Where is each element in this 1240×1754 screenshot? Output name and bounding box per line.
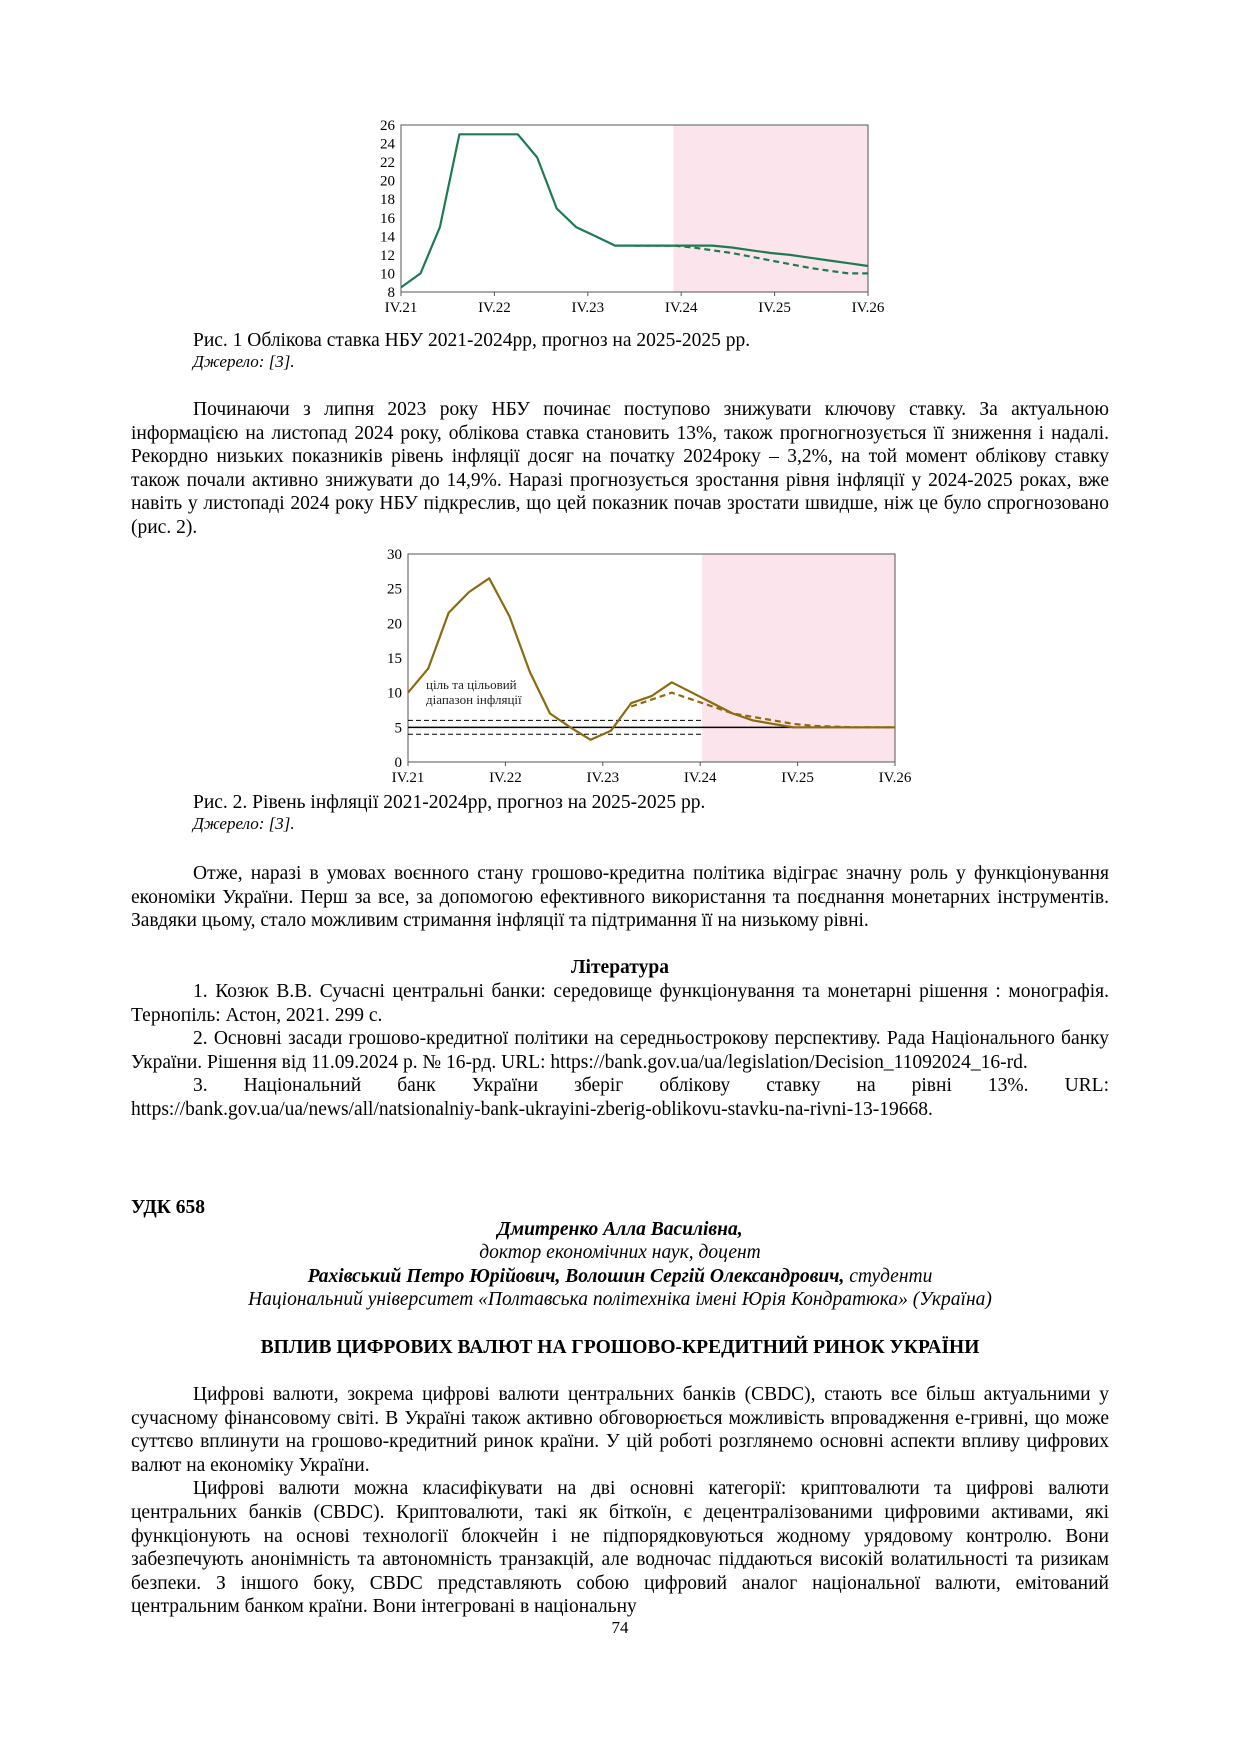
y-tick-label: 20 bbox=[380, 173, 395, 190]
y-tick-label: 18 bbox=[380, 192, 395, 209]
y-tick-label: 8 bbox=[387, 285, 395, 301]
x-tick-label: IV.26 bbox=[851, 300, 885, 316]
x-tick-label: IV.25 bbox=[781, 770, 814, 786]
figure1-chart bbox=[380, 116, 890, 328]
affiliation: Національний університет «Полтавська політехніка імені Юрія Кондратюка» (Україна) bbox=[248, 1289, 992, 1310]
y-tick-label: 15 bbox=[387, 651, 402, 667]
y-tick-label: 26 bbox=[380, 118, 395, 134]
author1-name: Дмитренко Алла Василівна, bbox=[497, 1219, 743, 1240]
article-body bbox=[131, 1383, 1109, 1619]
authors2-names: Рахівський Петро Юрійович, Волошин Сергій Олександрович, bbox=[307, 1266, 845, 1287]
literature-item: 3. Національний банк України зберіг облікову ставку на рівні 13%. URL: https://bank.gov.ua/ua/news/all/natsionalniy-bank-ukrayini-zberig-oblikovu-stavku-na-rivni-13-19668. bbox=[131, 1075, 1109, 1120]
y-tick-label: 10 bbox=[387, 685, 402, 702]
authors2-line bbox=[131, 1266, 1109, 1288]
y-tick-label: 14 bbox=[380, 229, 395, 246]
udk-code: УДК 658 bbox=[131, 1197, 206, 1218]
article-paragraph: Цифрові валюти можна класифікувати на дві основні категорії: криптовалюти та цифрові валюти центральних банків (CBDC). Криптовалюти, такі як біткоїн, є децентралізованими цифровими активами, які функціонують на основі технології блокчейн і не підпорядковуються жодному урядовому контролю. Вони забезпечують анонімність та автономність транзакцій, але водночас піддаються високій волатильності та ризикам безпеки. З іншого боку, CBDC представляють собою цифровий аналог національної валюти, емітований центральним банком країни. Вони інтегровані в національну bbox=[131, 1478, 1109, 1618]
x-tick-label: IV.22 bbox=[489, 770, 522, 786]
y-tick-label: 16 bbox=[380, 210, 395, 227]
paragraph-text: Починаючи з липня 2023 року НБУ починає поступово знижувати ключову ставку. За актуальною інформацією на листопад 2024 року, облікова ставка становить 13%, також прогногнозується її зниження і надалі. Рекордно низьких показників рівень інфляції досяг на початку 2024року – 3,2%, на той момент облікову ставку також почали активно знижувати до 14,9%. Наразі прогнозується зростання рівня інфляції у 2024-2025 роках, вже навіть у листопаді 2024 року НБУ підкреслив, що цей показник почав зростати швидше, ніж це було спрогнозовано (рис. 2). bbox=[131, 399, 1109, 538]
forecast-region bbox=[673, 125, 868, 292]
y-tick-label: 22 bbox=[380, 155, 395, 172]
literature-item: 2. Основні засади грошово-кредитної політики на середньострокову перспективу. Рада Національного банку України. Рішення від 11.09.2024 р. № 16-рд. URL: https://bank.gov.ua/ua/legislation/Decision_11092024_16-rd. bbox=[131, 1028, 1109, 1073]
x-tick-label: IV.26 bbox=[878, 770, 912, 786]
authors2-role: студенти bbox=[849, 1266, 933, 1287]
article-title: ВПЛИВ ЦИФРОВИХ ВАЛЮТ НА ГРОШОВО-КРЕДИТНИЙ РИНОК УКРАЇНИ bbox=[260, 1337, 980, 1358]
x-tick-label: IV.23 bbox=[586, 770, 620, 786]
y-tick-label: 24 bbox=[380, 136, 395, 153]
figure1-caption: Рис. 1 Облікова ставка НБУ 2021-2024рр, прогноз на 2025-2025 рр. bbox=[193, 330, 751, 351]
annotation-text: діапазон інфляції bbox=[426, 692, 522, 708]
y-tick-label: 25 bbox=[387, 581, 402, 598]
figure2-chart bbox=[370, 546, 910, 790]
figure2-caption: Рис. 2. Рівень інфляції 2021-2024рр, прогноз на 2025-2025 рр. bbox=[193, 792, 706, 813]
figure1-source: Джерело: [3]. bbox=[193, 352, 295, 371]
x-tick-label: IV.25 bbox=[758, 300, 791, 316]
page-number: 74 bbox=[611, 1618, 629, 1637]
body-paragraph-1 bbox=[131, 398, 1109, 540]
figure2-source: Джерело: [3]. bbox=[193, 814, 295, 833]
forecast-region bbox=[702, 554, 895, 762]
x-tick-label: IV.22 bbox=[478, 300, 511, 316]
article-paragraph: Цифрові валюти, зокрема цифрові валюти центральних банків (CBDC), стають все більш актуальними у сучасному фінансовому світі. В Україні також активно обговорюється можливість впровадження е-гривні, що може суттєво вплинути на грошово-кредитний ринок країни. У цій роботі розглянемо основні аспекти впливу цифрових валют на економіку України. bbox=[131, 1384, 1109, 1476]
literature-item: 1. Козюк В.В. Сучасні центральні банки: середовище функціонування та монетарні рішення : монографія. Тернопіль: Астон, 2021. 299 с. bbox=[131, 981, 1109, 1026]
y-tick-label: 0 bbox=[394, 755, 402, 771]
x-tick-label: IV.24 bbox=[664, 300, 698, 316]
annotation-text: ціль та цільовий bbox=[426, 677, 517, 693]
body-paragraph-2 bbox=[131, 862, 1109, 933]
y-tick-label: 10 bbox=[380, 266, 395, 283]
paragraph-text: Отже, наразі в умовах воєнного стану грошово-кредитна політика відіграє значну роль у функціонування економіки України. Перш за все, за допомогою ефективного використання та поєднання монетарних інструментів. Завдяки цьому, стало можливим стримання інфляції та підтримання її на низькому рівні. bbox=[131, 863, 1109, 932]
x-tick-label: IV.23 bbox=[571, 300, 605, 316]
x-tick-label: IV.24 bbox=[683, 770, 717, 786]
literature-list bbox=[131, 980, 1109, 1122]
author1-title: доктор економічних наук, доцент bbox=[479, 1242, 761, 1263]
x-tick-label: IV.21 bbox=[384, 300, 418, 316]
y-tick-label: 30 bbox=[387, 547, 402, 563]
literature-heading: Література bbox=[571, 957, 669, 978]
y-tick-label: 12 bbox=[380, 247, 395, 264]
y-tick-label: 20 bbox=[387, 616, 402, 633]
x-tick-label: IV.21 bbox=[391, 770, 425, 786]
y-tick-label: 5 bbox=[394, 720, 402, 737]
